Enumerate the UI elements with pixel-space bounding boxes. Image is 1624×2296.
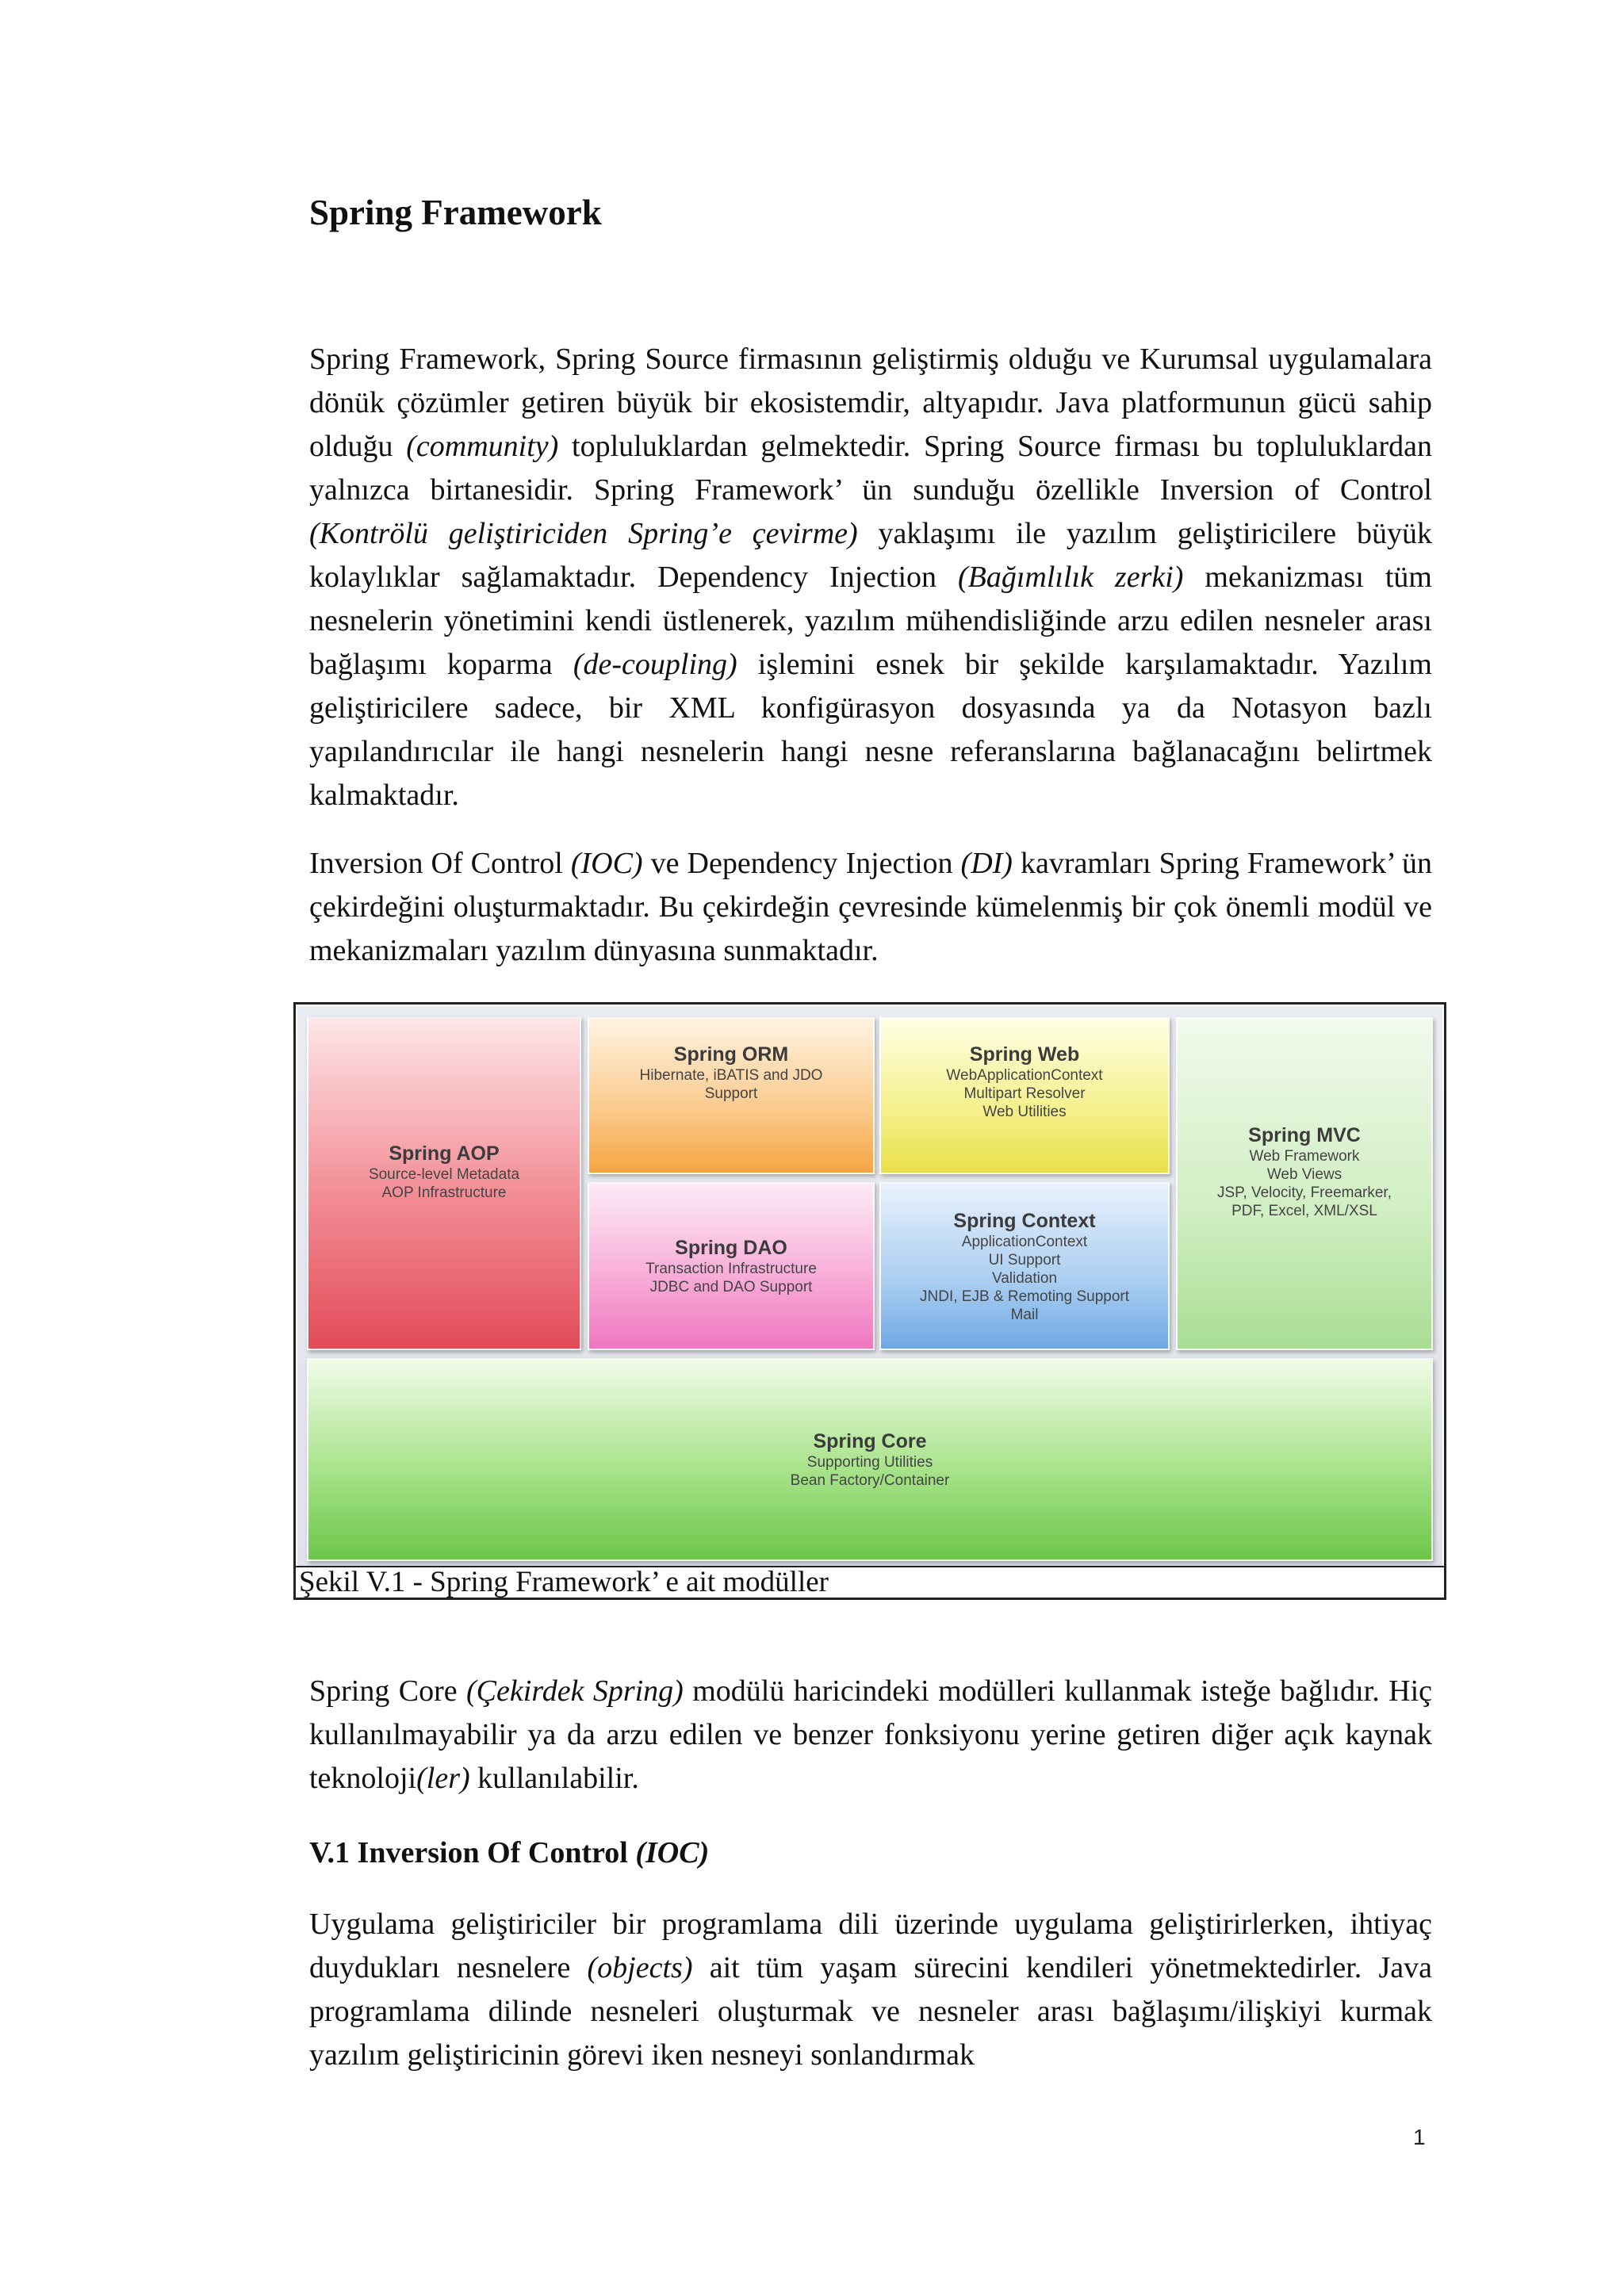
italic-run: (IOC) — [570, 847, 643, 880]
text-run: topluluklardan gelmektedir. Spring Source firması bu topluluklardan yalnızca birtanesidir. Spring Framework’ ün sunduğu özellikle Inversion of Control — [309, 430, 1432, 507]
text-run: işlemini esnek bir şekilde karşılamaktadır. Yazılım geliştiricilere sadece, bir XML konfigürasyon dosyasında ya da Notasyon bazlı yapılandırıcılar ile hangi nesnelerin hangi nesne referanslarına bağlanacağını belirtmek kalmaktadır. — [309, 648, 1432, 812]
module-line: Bean Factory/Container — [790, 1472, 950, 1489]
module-title: Spring Web — [969, 1043, 1080, 1066]
modules-figure — [293, 1002, 1446, 1600]
section-heading-text: V.1 Inversion Of Control — [309, 1836, 636, 1869]
module-line: Web Framework — [1249, 1148, 1360, 1165]
text-run: Spring Core — [309, 1674, 467, 1708]
module-line: Multipart Resolver — [963, 1085, 1086, 1102]
italic-run: (objects) — [587, 1951, 693, 1984]
text-run: yaklaşımı ile yazılım geliştiricilere büyük kolaylıklar sağlamaktadır. Dependency Injection — [309, 517, 1432, 594]
page-number: 1 — [1413, 2125, 1426, 2149]
module-line: Source-level Metadata — [368, 1166, 520, 1183]
module-line: JDBC and DAO Support — [649, 1279, 813, 1295]
module-spring-core — [307, 1358, 1433, 1561]
module-line: Web Views — [1266, 1166, 1342, 1183]
module-line: UI Support — [988, 1251, 1061, 1269]
module-line: Support — [704, 1085, 758, 1102]
section-heading — [309, 1831, 1432, 1875]
page-title: Spring Framework — [309, 193, 602, 232]
module-line: Hibernate, iBATIS and JDO — [639, 1067, 823, 1084]
core-optional-paragraph — [309, 1670, 1432, 1800]
module-line: Web Utilities — [982, 1104, 1067, 1120]
module-spring-aop — [307, 1017, 581, 1350]
italic-run: (DI) — [960, 847, 1013, 880]
figure-caption: Şekil V.1 - Spring Framework’ e ait modüller — [296, 1566, 1444, 1598]
italic-run: (Kontrölü geliştiriciden Spring’e çevirme) — [309, 517, 858, 550]
module-line: Mail — [1010, 1306, 1039, 1323]
module-line: ApplicationContext — [961, 1233, 1088, 1250]
text-run: mekanizması tüm nesnelerin yönetimini kendi üstlenerek, yazılım mühendisliğinde arzu edilen nesneler arası bağlaşımı koparma — [309, 561, 1432, 681]
module-spring-web — [879, 1017, 1170, 1174]
ioc-paragraph — [309, 1903, 1432, 2077]
text-run: Spring Framework, Spring Source firmasının geliştirmiş olduğu ve Kurumsal uygulamalara dönük çözümler getiren büyük bir ekosistemdir, altyapıdır. Java platformunun gücü sahip olduğu — [309, 342, 1432, 463]
module-spring-mvc — [1176, 1017, 1433, 1350]
module-line: JNDI, EJB & Remoting Support — [920, 1288, 1129, 1305]
module-spring-dao — [588, 1182, 875, 1350]
text-run: kavramları Spring Framework’ ün çekirdeğini oluşturmaktadır. Bu çekirdeğin çevresinde kümelenmiş bir çok önemli modül ve mekanizmaları yazılım dünyasına sunmaktadır. — [309, 847, 1433, 967]
module-line: Transaction Infrastructure — [645, 1261, 817, 1277]
text-run: ve Dependency Injection — [642, 847, 961, 880]
module-line: JSP, Velocity, Freemarker, — [1217, 1184, 1392, 1201]
italic-run: (ler) — [416, 1762, 470, 1795]
section-heading-abbr: (IOC) — [635, 1836, 710, 1869]
module-spring-orm — [588, 1017, 875, 1174]
module-line: PDF, Excel, XML/XSL — [1231, 1203, 1377, 1219]
module-title: Spring Context — [953, 1209, 1096, 1232]
text-run: Uygulama geliştiriciler bir programlama dili üzerinde uygulama geliştirirlerken, ihtiyaç duydukları nesnelere — [309, 1908, 1432, 1984]
italic-run: (Bağımlılık zerki) — [958, 561, 1184, 594]
module-title: Spring AOP — [389, 1142, 500, 1165]
modules-diagram — [297, 1006, 1442, 1570]
text-run: ait tüm yaşam sürecini kendileri yönetmektedirler. Java programlama dilinde nesneleri oluşturmak ve nesneler arası bağlaşımı/ilişkiyi kurmak yazılım geliştiricinin görevi iken nesneyi sonlandırmak — [309, 1951, 1432, 2072]
italic-run: (community) — [406, 430, 559, 463]
ioc-di-paragraph — [309, 842, 1432, 973]
module-line: Validation — [991, 1269, 1058, 1287]
module-line: Supporting Utilities — [806, 1454, 933, 1471]
text-run: kullanılabilir. — [469, 1762, 639, 1795]
intro-paragraph — [309, 338, 1432, 817]
module-title: Spring DAO — [675, 1237, 787, 1259]
text-run: Inversion Of Control — [309, 847, 571, 880]
module-title: Spring ORM — [673, 1043, 789, 1066]
module-title: Spring Core — [813, 1430, 927, 1452]
module-spring-context — [879, 1182, 1170, 1350]
module-line: AOP Infrastructure — [381, 1184, 507, 1201]
module-title: Spring MVC — [1248, 1124, 1361, 1146]
italic-run: (Çekirdek Spring) — [466, 1674, 684, 1708]
italic-run: (de-coupling) — [573, 648, 737, 681]
text-run: modülü haricindeki modülleri kullanmak isteğe bağlıdır. Hiç kullanılmayabilir ya da arzu edilen ve benzer fonksiyonu yerine getiren diğer açık kaynak teknoloji — [309, 1674, 1432, 1795]
module-line: WebApplicationContext — [946, 1067, 1103, 1084]
